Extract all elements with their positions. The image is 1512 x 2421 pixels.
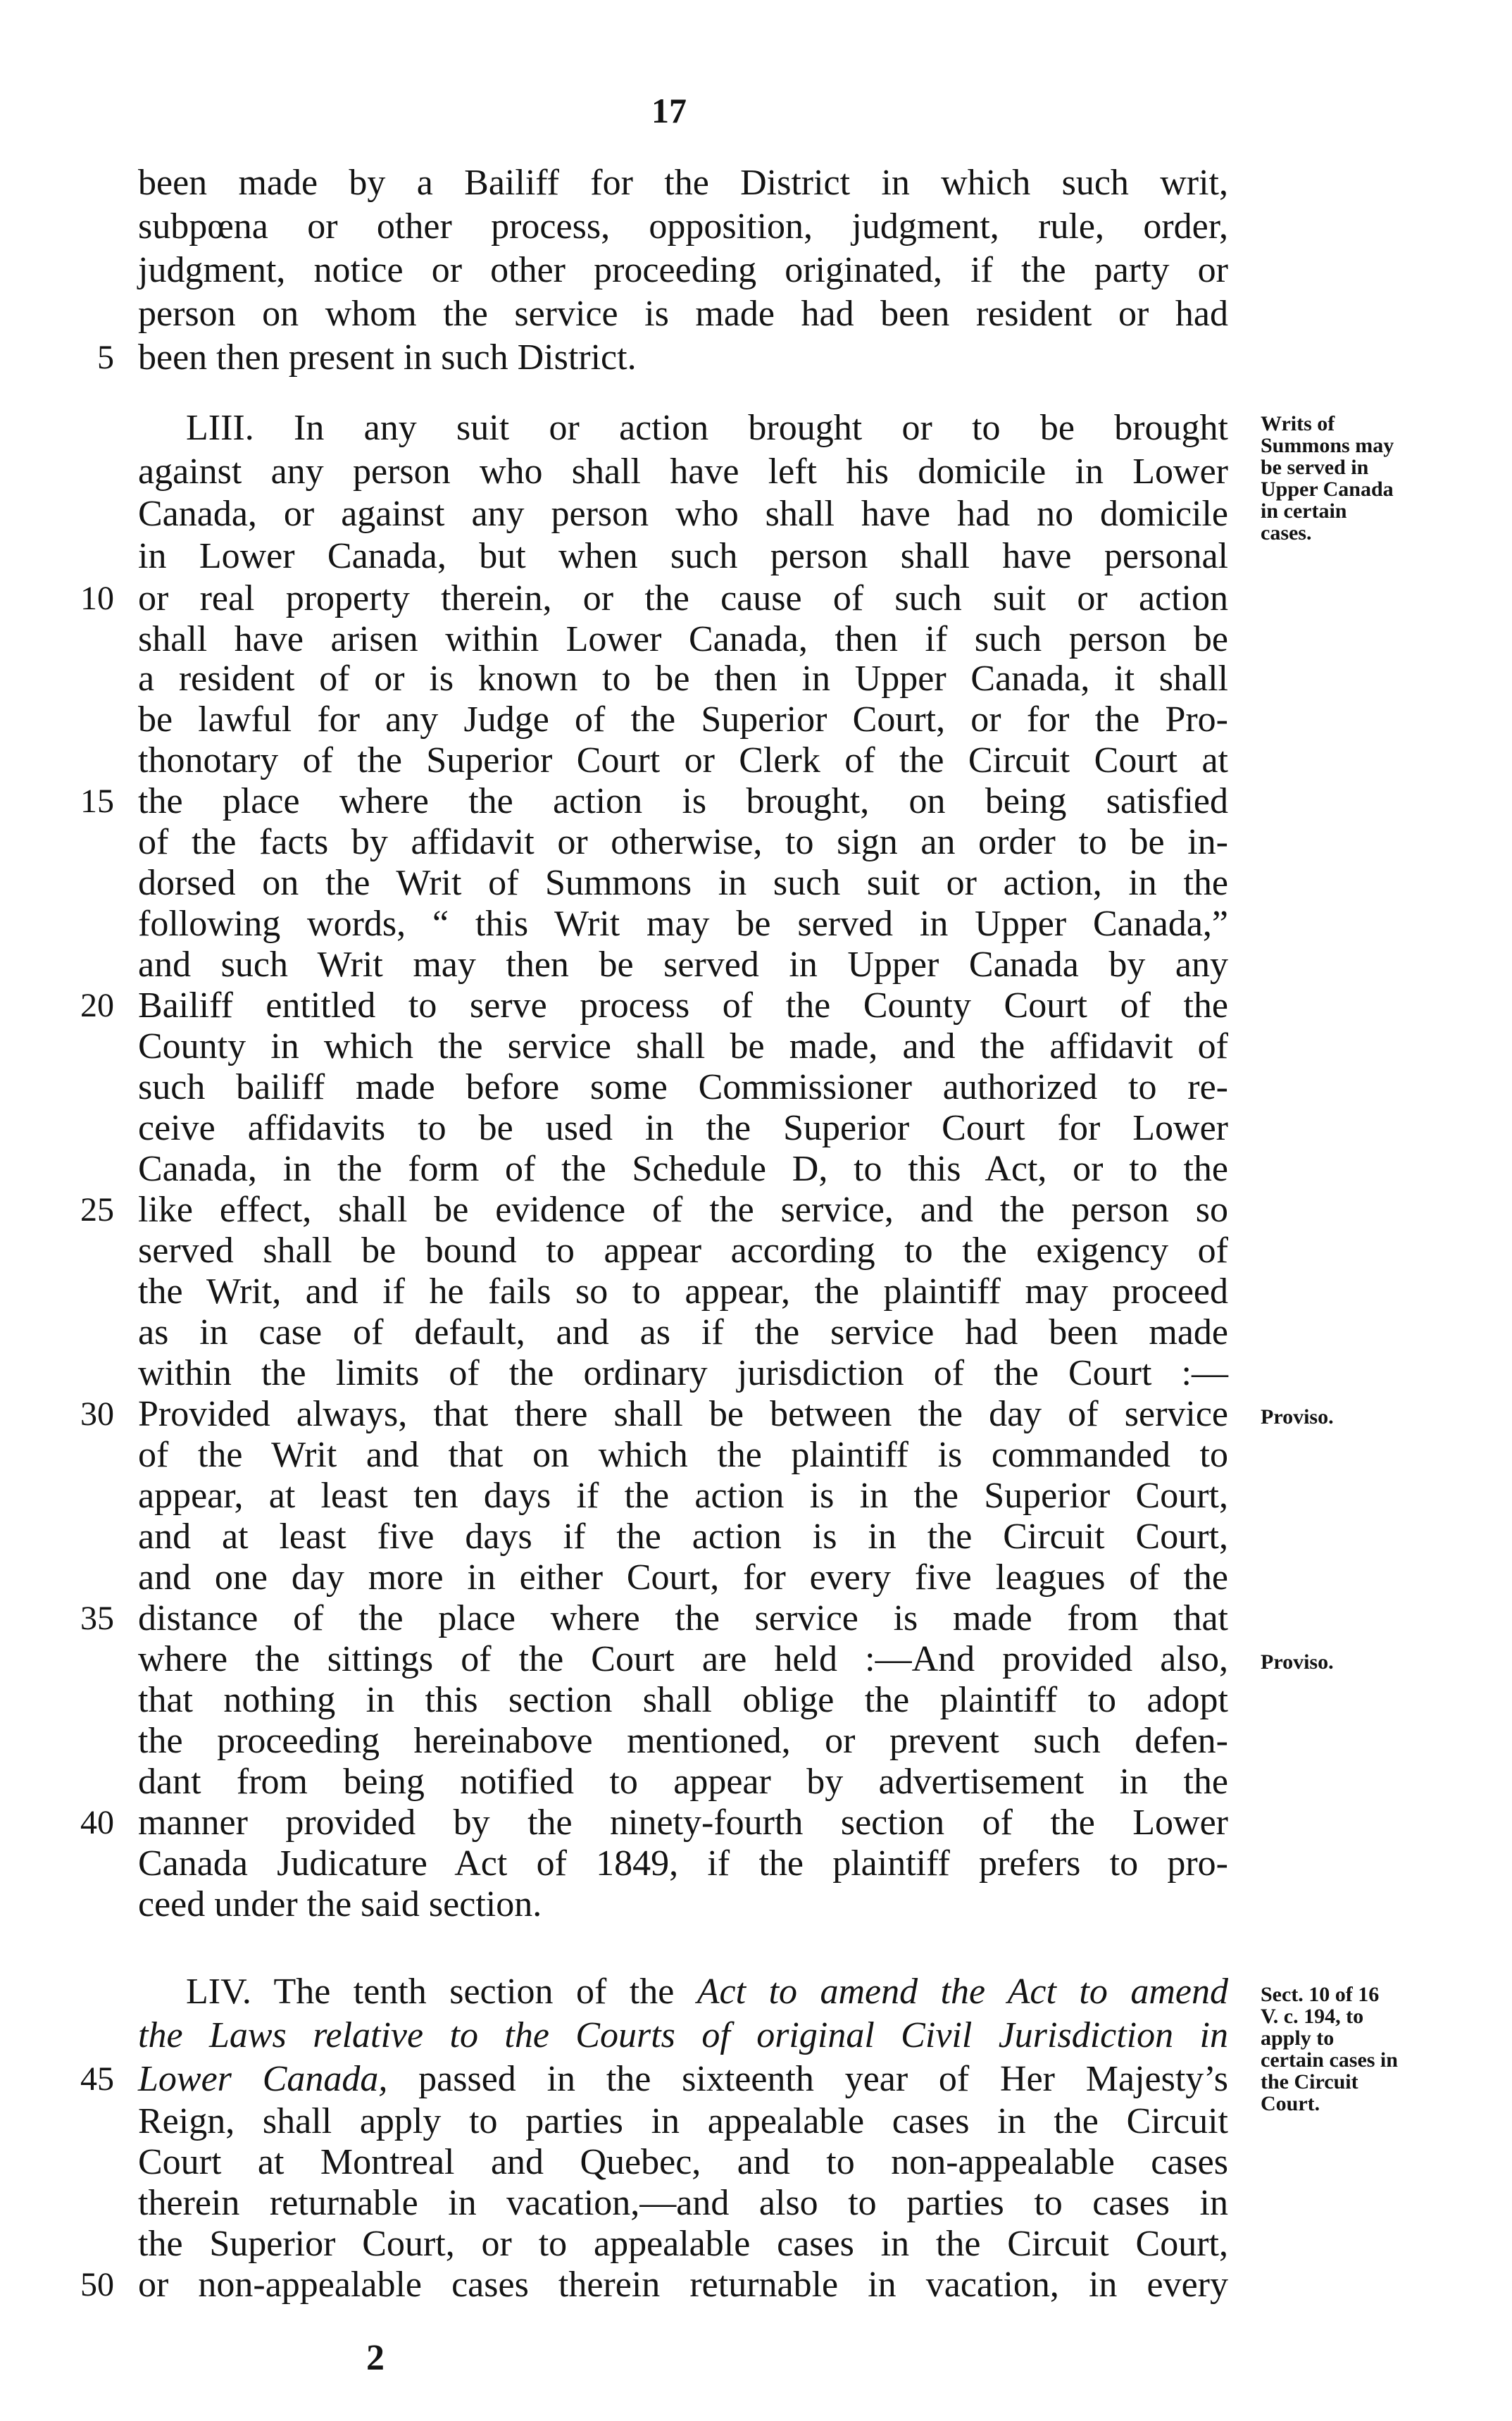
- text-line: been made by a Bailiff for the District in which such writ,: [138, 163, 1228, 203]
- section-liv-line: or non-appealable cases therein returnable in vacation, in every: [138, 2265, 1228, 2305]
- text-line: a resident of or is known to be then in Upper Canada, it shall: [138, 659, 1228, 699]
- text-line: of the facts by affidavit or otherwise, to sign an order to be in-: [138, 822, 1228, 862]
- text-line: been then present in such District.: [138, 337, 637, 378]
- text-line: the proceeding hereinabove mentioned, or prevent such defen-: [138, 1721, 1228, 1761]
- section-liv-line: Reign, shall apply to parties in appealable cases in the Circuit: [138, 2101, 1228, 2141]
- text-line: the Writ, and if he fails so to appear, the plaintiff may proceed: [138, 1271, 1228, 1312]
- line-number: 5: [97, 339, 114, 376]
- text-line: subpœna or other process, opposition, judgment, rule, order,: [138, 206, 1228, 247]
- text-line: Canada, in the form of the Schedule D, to this Act, or to the: [138, 1149, 1228, 1189]
- text-line: distance of the place where the service is made from that: [138, 1598, 1228, 1638]
- section-liv-line-2: [138, 2016, 1228, 2055]
- line-number: 45: [80, 2060, 114, 2098]
- act-title: Act to amend the Act to amend: [696, 1972, 1228, 2012]
- text-line: be lawful for any Judge of the Superior Court, or for the Pro-: [138, 699, 1228, 740]
- section-liv-line-3: [138, 2060, 1228, 2099]
- line-number: 30: [80, 1395, 114, 1433]
- text-line: thonotary of the Superior Court or Clerk of the Circuit Court at: [138, 740, 1228, 780]
- act-title-continued: the Laws relative to the Courts of original Civil Jurisdiction in: [138, 2015, 1228, 2055]
- text-line: of the Writ and that on which the plaintiff is commanded to: [138, 1435, 1228, 1475]
- section-liv-text: passed in the sixteenth year of Her Majesty’s: [387, 2059, 1228, 2099]
- margin-note-sect-10: Sect. 10 of 16 V. c. 194, to apply to certain cases in the Circuit Court.: [1261, 1983, 1398, 2115]
- margin-note-proviso: Proviso.: [1261, 1650, 1334, 1674]
- text-line: shall have arisen within Lower Canada, then if such person be: [138, 619, 1228, 659]
- section-liv-line-1: [186, 1972, 1228, 2012]
- line-number: 25: [80, 1191, 114, 1228]
- text-line: or real property therein, or the cause of such suit or action: [138, 578, 1228, 618]
- text-line: Canada Judicature Act of 1849, if the plaintiff prefers to pro-: [138, 1843, 1228, 1884]
- text-line: judgment, notice or other proceeding originated, if the party or: [138, 250, 1228, 290]
- text-line: ceive affidavits to be used in the Superior Court for Lower: [138, 1108, 1228, 1148]
- text-line: where the sittings of the Court are held :—And provided also,: [138, 1639, 1228, 1679]
- line-number: 20: [80, 987, 114, 1024]
- section-liv-line: Court at Montreal and Quebec, and to non-appealable cases: [138, 2142, 1228, 2182]
- text-line: dorsed on the Writ of Summons in such suit or action, in the: [138, 863, 1228, 903]
- line-number: 10: [80, 580, 114, 617]
- text-line: appear, at least ten days if the action is in the Superior Court,: [138, 1476, 1228, 1516]
- section-liv-line: the Superior Court, or to appealable cases in the Circuit Court,: [138, 2224, 1228, 2264]
- text-line: within the limits of the ordinary jurisdiction of the Court :—: [138, 1353, 1228, 1393]
- text-line: in Lower Canada, but when such person shall have personal: [138, 536, 1228, 576]
- text-line: Provided always, that there shall be between the day of service: [138, 1394, 1228, 1434]
- text-line: such bailiff made before some Commissioner authorized to re-: [138, 1067, 1228, 1107]
- margin-note-proviso: Proviso.: [1261, 1405, 1334, 1429]
- text-line: like effect, shall be evidence of the service, and the person so: [138, 1190, 1228, 1230]
- text-line: served shall be bound to appear according to the exigency of: [138, 1231, 1228, 1271]
- text-line: as in case of default, and as if the service had been made: [138, 1312, 1228, 1352]
- section-liv-line: therein returnable in vacation,—and also to parties to cases in: [138, 2183, 1228, 2223]
- text-line: against any person who shall have left his domicile in Lower: [138, 452, 1228, 492]
- page-number: 17: [651, 91, 687, 130]
- text-line: and at least five days if the action is in the Circuit Court,: [138, 1517, 1228, 1557]
- text-line: Bailiff entitled to serve process of the County Court of the: [138, 985, 1228, 1026]
- text-line: the place where the action is brought, on being satisfied: [138, 781, 1228, 821]
- text-line: and one day more in either Court, for every five leagues of the: [138, 1557, 1228, 1598]
- section-liv-text: LIV. The tenth section of the: [186, 1972, 697, 2012]
- act-title-end: Lower Canada,: [138, 2059, 388, 2099]
- line-number: 35: [80, 1600, 114, 1637]
- text-line: manner provided by the ninety-fourth section of the Lower: [138, 1803, 1228, 1843]
- margin-note-writs-of-summons: Writs of Summons may be served in Upper Canada in certain cases.: [1261, 412, 1394, 544]
- text-line: ceed under the said section.: [138, 1884, 542, 1924]
- text-line: that nothing in this section shall oblige the plaintiff to adopt: [138, 1680, 1228, 1720]
- text-line: Canada, or against any person who shall have had no domicile: [138, 494, 1228, 534]
- text-line: LIII. In any suit or action brought or to be brought: [186, 408, 1228, 448]
- text-line: following words, “ this Writ may be served in Upper Canada,”: [138, 904, 1228, 944]
- signature-mark: 2: [366, 2338, 385, 2378]
- text-line: County in which the service shall be made, and the affidavit of: [138, 1026, 1228, 1066]
- text-line: dant from being notified to appear by advertisement in the: [138, 1762, 1228, 1802]
- line-number: 50: [80, 2266, 114, 2303]
- line-number: 40: [80, 1804, 114, 1841]
- text-line: person on whom the service is made had been resident or had: [138, 294, 1228, 334]
- text-line: and such Writ may then be served in Upper Canada by any: [138, 945, 1228, 985]
- line-number: 15: [80, 783, 114, 820]
